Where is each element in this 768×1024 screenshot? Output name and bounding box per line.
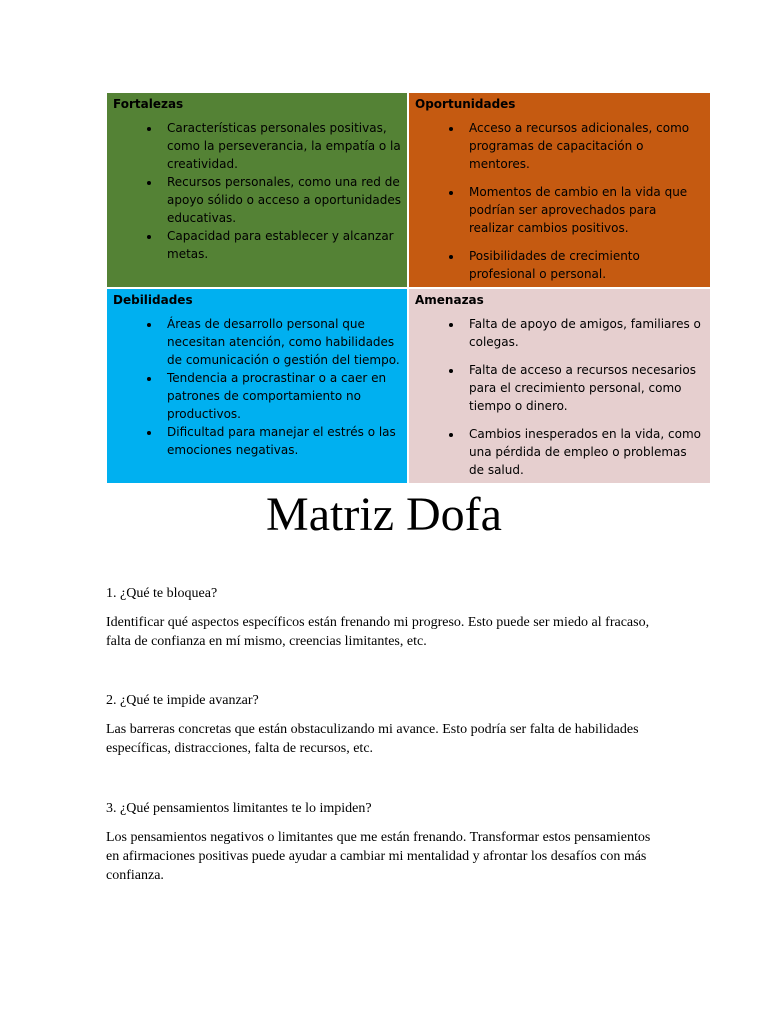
fortalezas-cell <box>106 92 408 288</box>
list-item: • Características personales positivas, como la perseverancia, la empatía o la creatividad. <box>161 119 401 173</box>
list-item: • Momentos de cambio en la vida que podrían ser aprovechados para realizar cambios positivos. <box>463 183 704 237</box>
question-text: 3. ¿Qué pensamientos limitantes te lo impiden? <box>106 801 372 816</box>
oportunidades-title: Oportunidades <box>415 97 516 111</box>
debilidades-title: Debilidades <box>113 293 193 307</box>
question-text: 1. ¿Qué te bloquea? <box>106 586 218 601</box>
list-item: • Áreas de desarrollo personal que necesitan atención, como habilidades de comunicación o gestión del tiempo. <box>161 315 401 369</box>
list-item: • Falta de apoyo de amigos, familiares o colegas. <box>463 315 704 351</box>
debilidades-list <box>113 315 401 459</box>
list-item: • Capacidad para establecer y alcanzar metas. <box>161 227 401 263</box>
list-item: • Dificultad para manejar el estrés o las emociones negativas. <box>161 423 401 459</box>
question-text: 2. ¿Qué te impide avanzar? <box>106 693 259 708</box>
amenazas-title: Amenazas <box>415 293 484 307</box>
question-block-3 <box>106 799 666 885</box>
fortalezas-list <box>113 119 401 263</box>
debilidades-cell <box>106 288 408 484</box>
list-item: • Recursos personales, como una red de apoyo sólido o acceso a oportunidades educativas. <box>161 173 401 227</box>
amenazas-list <box>415 315 704 479</box>
page-title: Matriz Dofa <box>266 488 502 541</box>
dofa-matrix <box>106 92 711 484</box>
amenazas-cell <box>408 288 711 484</box>
fortalezas-title: Fortalezas <box>113 97 184 111</box>
oportunidades-list <box>415 119 704 283</box>
answer-text: Los pensamientos negativos o limitantes que me están frenando. Transformar estos pensamientos en afirmaciones positivas puede ayudar a cambiar mi mentalidad y afrontar los desafíos con más confianza. <box>106 830 651 883</box>
answer-text: Las barreras concretas que están obstaculizando mi avance. Esto podría ser falta de habilidades específicas, distracciones, falta de recursos, etc. <box>106 722 639 756</box>
oportunidades-cell <box>408 92 711 288</box>
list-item: • Acceso a recursos adicionales, como programas de capacitación o mentores. <box>463 119 704 173</box>
list-item: • Cambios inesperados en la vida, como una pérdida de empleo o problemas de salud. <box>463 425 704 479</box>
list-item: • Falta de acceso a recursos necesarios para el crecimiento personal, como tiempo o dinero. <box>463 361 704 415</box>
list-item: • Posibilidades de crecimiento profesional o personal. <box>463 247 704 283</box>
question-block-2 <box>106 691 666 758</box>
answer-text: Identificar qué aspectos específicos están frenando mi progreso. Esto puede ser miedo al fracaso, falta de confianza en mí mismo, creencias limitantes, etc. <box>106 615 650 649</box>
question-block-1 <box>106 584 666 651</box>
list-item: • Tendencia a procrastinar o a caer en patrones de comportamiento no productivos. <box>161 369 401 423</box>
